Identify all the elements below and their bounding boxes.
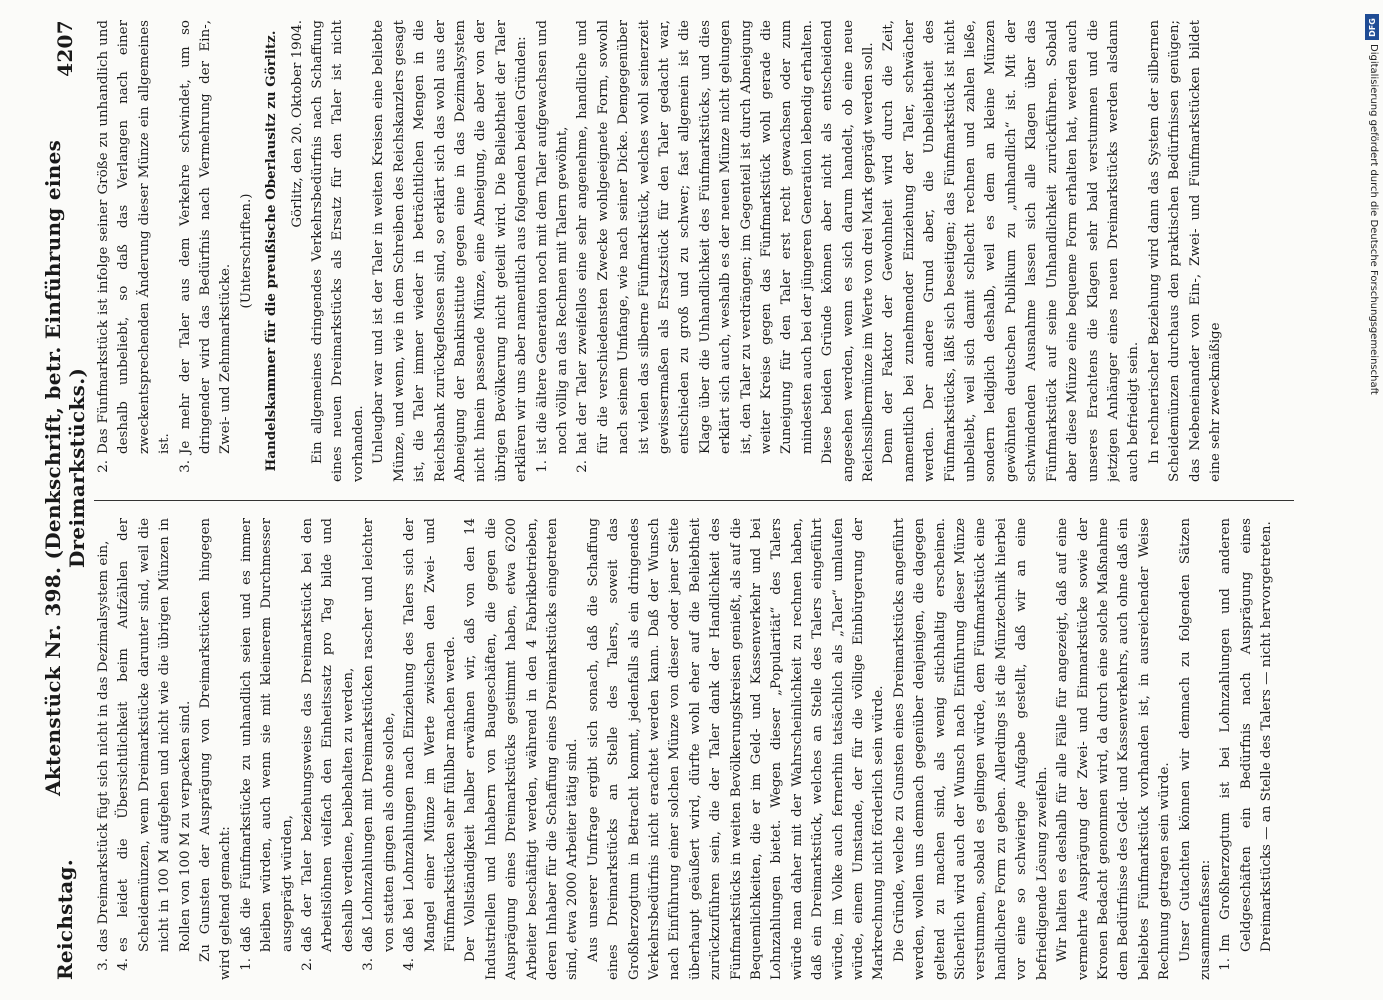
list-item: 2. hat der Taler zweifellos eine sehr angenehme, handliche und für die verschiedensten Zwecke wohlgeeignete Form, sowohl nach seinem Umfange, wie nach seiner Dicke. Demgegenüber ist vielen das silberne Fünfmarkstück, welches wohl seinerzeit gewissermaßen als Ersatzstück für den Taler gedacht war, entschieden zu groß und zu schwer; fast allgemein ist die Klage über die Unhandlichkeit des Fünfmarkstücks, und dies erklärt sich auch, weshalb es der neuen Münze nicht gelungen ist, den Taler zu verdrängen; im Gegenteil ist durch Abneigung weiter Kreise gegen das Fünfmarkstück wohl gerade die Zuneigung für den Taler erst recht gewachsen oder zum mindesten auch bei der jüngeren Generation lebendig erhalten. [575, 20, 815, 473]
list-item: 1. ist die ältere Generation noch mit dem Taler aufgewachsen und noch völlig an das Rechnen mit Talern gewöhnt, [534, 20, 570, 473]
header-left: Reichstag. [53, 858, 77, 980]
funding-credit: Digitalisierung gefördert durch die Deutsche Forschungsgemeinschaft [1368, 44, 1379, 395]
list-item: 3. das Dreimarkstück fügt sich nicht in das Dezimalsystem ein, [96, 540, 111, 971]
funding-sidebar [1364, 10, 1380, 990]
paragraph: Diese beiden Gründe können aber nicht als entscheidend angesehen werden, wenn es sich darum handelt, ob eine neue Reichssilbermünze im Werte von drei Mark geprägt werden soll. [820, 20, 877, 482]
list-item: 1. daß die Fünfmarkstücke zu unhandlich seien und es immer bleiben würden, auch wenn sie mit kleinerem Durchmesser ausgeprägt würden, [238, 518, 295, 971]
paragraph: Ein allgemeines dringendes Verkehrsbedürfnis nach Schaffung eines neuen Dreimarkstücks als Ersatz für den Taler ist nicht vorhanden. [310, 20, 366, 482]
page-header [41, 20, 89, 980]
paragraph: Der Vollständigkeit halber erwähnen wir, daß von den 14 Industriellen und Inhabern von Baugeschäften, die gegen die Ausprägung eines Dreimarkstücks gestimmt haben, etwa 6200 Arbeiter beschäftigt werden, während in den 4 Fabrikbetrieben, deren Inhaber für die Schaffung eines Dreimarkstücks eingetreten sind, etwa 2000 Arbeiter tätig sind. [463, 518, 581, 980]
paragraph: Denn der Faktor der Gewohnheit wird durch die Zeit, namentlich bei zunehmender Einziehung der Taler, schwächer werden. Der andere Grund aber, die Unbeliebtheit des Fünfmarkstücks, läßt sich beseitigen; das Fünfmarkstück ist nicht unbeliebt, weil sich damit schlecht rechnen und zahlen ließe, sondern lediglich deshalb, weil es dem an kleine Münzen gewöhnten deutschen Publikum zu „unhandlich“ ist. Mit der schwindenden Ausnahme lassen sich alle Klagen über das Fünfmarkstück auf seine Unhandlichkeit zurückführen. Sobald aber diese Münze eine bequeme Form erhalten hat, werden auch unseres Erachtens die Klagen sehr bald verstummen und die jetzigen Anhänger eines neuen Dreimarkstücks werden alsdann auch befriedigt sein. [881, 20, 1142, 482]
paragraph: Unleugbar war und ist der Taler in weiten Kreisen eine beliebte Münze, und wenn, wie in dem Schreiben des Reichskanzlers gesagt ist, die Taler immer wieder in beträchtlichen Mengen in die Reichsbank zurückgeflossen sind, so erklärt sich das wohl aus der Abneigung der Bankinstitute gegen eine in das Dezimalsystem nicht hinein passende Münze, eine Abneigung, die aber von der übrigen Bevölkerung nicht geteilt wird. Die Beliebtheit der Taler erklären wir uns aber namentlich aus folgenden beiden Gründen: [371, 20, 530, 482]
left-column [94, 518, 1304, 980]
header-title: Aktenstück Nr. 398. (Denkschrift, betr. Einführung eines Dreimarkstücks.) [41, 139, 89, 796]
right-column [94, 20, 1304, 482]
section-heading: Handelskammer für die preußische Oberlausitz zu Görlitz. [263, 30, 280, 472]
list-item: 4. es leidet die Übersichtlichkeit beim Aufzählen der Scheidemünzen, wenn Dreimarkstücke darunter sind, weil die nicht in 100 M aufgehen und nicht wie die übrigen Münzen in Rollen von 100 M zu verpacken sind. [116, 518, 193, 971]
paragraph: Unser Gutachten können wir demnach zu folgenden Sätzen zusammenfassen: [1177, 518, 1213, 980]
paragraph: Die Gründe, welche zu Gunsten eines Dreimarkstücks angeführt werden, wollen uns demnach gegenüber denjenigen, die dagegen geltend zu machen sind, als wenig stichhaltig erscheinen. Sicherlich wird auch der Wunsch nach Einführung dieser Münze verstummen, sobald es gelingen würde, dem Fünfmarkstück eine handlichere Form zu geben. Allerdings ist die Münztechnik hierbei vor eine so schwierige Aufgabe gestellt, daß wir an eine befriedigende Lösung zweifeln. [891, 518, 1050, 980]
rotated-document-page [41, 20, 1338, 980]
paragraph: Aus unserer Umfrage ergibt sich sonach, daß die Schaffung eines Dreimarkstücks an Stelle des Talers, soweit das Großherzogtum in Betracht kommt, jedenfalls als ein dringendes Verkehrsbedürfnis nicht erachtet werden kann. Daß der Wunsch nach Einführung einer solchen Münze von dieser oder jener Seite überhaupt geäußert wird, dürfte wohl eher auf die Beliebtheit zurückzuführen sein, die der Taler dank der Handlichkeit des Fünfmarkstücks in weiten Bevölkerungskreisen genießt, als auf die Bequemlichkeiten, die er im Geld- und Kassenverkehr und bei Lohnzahlungen bietet. Wegen dieser „Popularität“ des Talers würde man daher mit der Wahrscheinlichkeit zu rechnen haben, daß ein Dreimarkstück, welches an Stelle des Talers eingeführt würde, im Volke auch fernerhin tatsächlich als „Taler“ umlaufen würde, einem Umstande, der für die völlige Einbürgerung der Markrechnung nicht förderlich sein würde. [585, 518, 887, 980]
column-divider [94, 500, 1294, 501]
paragraph: Zu Gunsten der Ausprägung von Dreimarkstücken hingegen wird geltend gemacht: [198, 518, 234, 980]
paragraph: Wir halten es deshalb für alle Fälle für angezeigt, daß auf eine vermehrte Ausprägung der Zwei- und Einmarkstücke sowie der Kronen Bedacht genommen wird, da durch eine solche Maßnahme dem Bedürfnisse des Geld- und Kassenverkehrs, auch ohne daß ein beliebtes Fünfmarkstück vorhanden ist, in ausreichender Weise Rechnung getragen sein würde. [1055, 518, 1173, 980]
list-item: 1. Im Großherzogtum ist bei Lohnzahlungen und anderen Geldgeschäften ein Bedürfnis nach Ausprägung eines Dreimarkstücks — an Stelle des Talers — nicht hervorgetreten. [1218, 518, 1275, 971]
list-item: 2. Das Fünfmarkstück ist infolge seiner Größe zu unhandlich und deshalb unbeliebt, so daß das Verlangen nach einer zweckentsprechenden Änderung dieser Münze ein allgemeines ist. [96, 20, 173, 473]
list-item: 2. daß der Taler beziehungsweise das Dreimarkstück bei den Arbeitslöhnen vielfach den Einheitssatz pro Tag bilde und deshalb verdiene, beibehalten zu werden, [300, 518, 356, 971]
dfg-logo-icon: DFG [1365, 14, 1379, 40]
list-item: 4. daß bei Lohnzahlungen nach Einziehung des Talers sich der Mangel einer Münze im Werte zwischen den Zwei- und Fünfmarkstücken sehr fühlbar machen werde. [402, 518, 458, 971]
list-item: 3. daß Lohnzahlungen mit Dreimarkstücken rascher und leichter von statten gingen als ohne solche, [361, 518, 397, 971]
paragraph: In rechnerischer Beziehung wird dann das System der silbernen Scheidemünzen durchaus den praktischen Bedürfnissen genügen; das Nebeneinander von Ein-, Zwei- und Fünfmarkstücken bildet eine sehr zweckmäßige [1146, 20, 1223, 482]
dateline: Görlitz, den 20. Oktober 1904. [289, 20, 305, 228]
signature-note: (Unterschriften.) [238, 193, 254, 309]
list-item: 3. Je mehr der Taler aus dem Verkehre schwindet, um so dringender wird das Bedürfnis nach Vermehrung der Ein-, Zwei- und Zehnmarkstücke. [177, 20, 234, 473]
page-number: 4207 [53, 20, 77, 77]
